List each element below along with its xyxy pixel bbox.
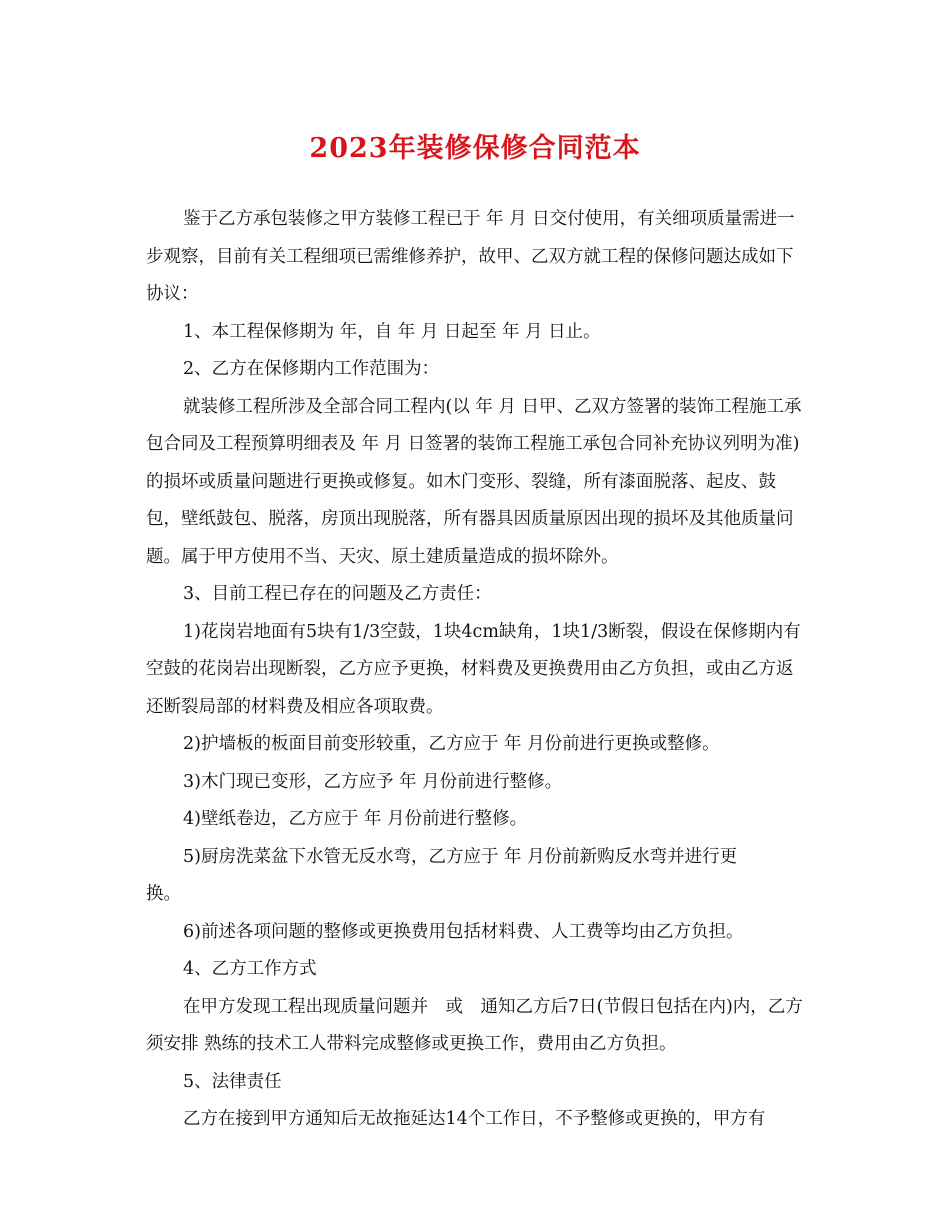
paragraph-clause-1: 1、本工程保修期为 年，自 年 月 日起至 年 月 日止。 bbox=[183, 321, 601, 342]
document-title: 2023年装修保修合同范本 bbox=[309, 133, 641, 164]
paragraph-item-4: 4)壁纸卷边，乙方应于 年 月份前进行整修。 bbox=[183, 809, 528, 829]
paragraph-item-3: 3)木门现已变形，乙方应予 年 月份前进行整修。 bbox=[183, 771, 563, 792]
paragraph-work-method: 在甲方发现工程出现质量问题并 或 通知乙方后7日(节假日包括在内)内，乙方须安排 熟练的技术工人带料完成整修或更换工作，费用由乙方负担。 bbox=[146, 996, 803, 1054]
paragraph-item-5-continued: 换。 bbox=[146, 884, 181, 904]
paragraph-item-6: 6)前述各项问题的整修或更换费用包括材料费、人工费等均由乙方负担。 bbox=[183, 921, 744, 942]
paragraph-intro: 鉴于乙方承包装修之甲方装修工程已于 年 月 日交付使用，有关细项质量需进一步观察，目前有关工程细项已需维修养护，故甲、乙双方就工程的保修问题达成如下协议： bbox=[146, 209, 795, 304]
paragraph-item-5: 5)厨房洗菜盆下水管无反水弯，乙方应于 年 月份前新购反水弯并进行更 bbox=[183, 846, 738, 867]
paragraph-clause-3: 3、目前工程已存在的问题及乙方责任： bbox=[183, 584, 492, 604]
paragraph-item-1: 1)花岗岩地面有5块有1/3空鼓，1块4cm缺角，1块1/3断裂，假设在保修期内有空鼓的花岗岩出现断裂，乙方应予更换，材料费及更换费用由乙方负担，或由乙方返还断裂局部的材料费及相应各项取费。 bbox=[146, 621, 801, 717]
paragraph-scope: 就装修工程所涉及全部合同工程内(以 年 月 日甲、乙双方签署的装饰工程施工承包合同及工程预算明细表及 年 月 日签署的装饰工程施工承包合同补充协议列明为准)的损坏或质量问题进行更换或修复。如木门变形、裂缝，所有漆面脱落、起皮、鼓包，壁纸鼓包、脱落，房顶出现脱落，所有器具因质量原因出现的损坏及其他质量问题。属于甲方使用不当、天灾、原土建质量造成的损坏除外。 bbox=[146, 396, 802, 567]
paragraph-legal-liability: 乙方在接到甲方通知后无故拖延达14个工作日，不予整修或更换的，甲方有 bbox=[183, 1109, 766, 1129]
paragraph-item-2: 2)护墙板的板面目前变形较重，乙方应于 年 月份前进行更换或整修。 bbox=[183, 734, 720, 754]
paragraph-clause-2: 2、乙方在保修期内工作范围为： bbox=[183, 359, 440, 379]
paragraph-clause-4: 4、乙方工作方式 bbox=[183, 959, 317, 979]
paragraph-clause-5: 5、法律责任 bbox=[183, 1071, 282, 1092]
document-body bbox=[146, 201, 806, 1139]
